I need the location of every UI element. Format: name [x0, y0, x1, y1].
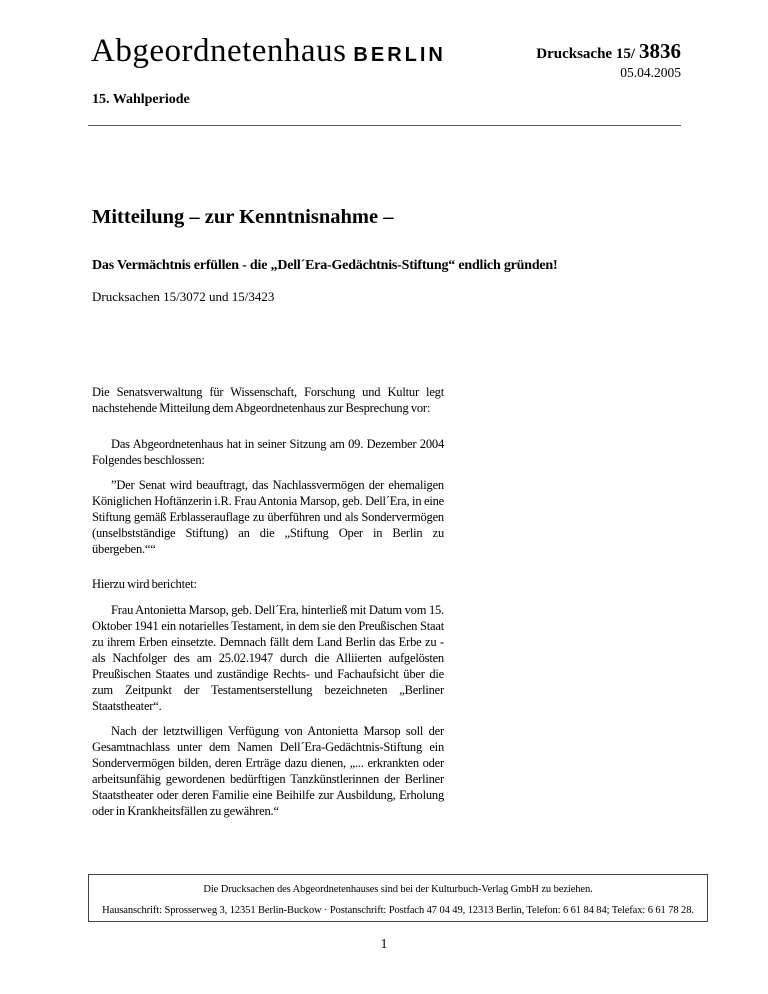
- header-rule: [88, 125, 681, 126]
- masthead: [91, 33, 446, 70]
- wordmark-berlin: BERLIN: [353, 44, 446, 66]
- body-heading: Hierzu wird berichtet:: [92, 577, 197, 591]
- page-number: 1: [380, 936, 388, 951]
- footer-box: [88, 874, 708, 922]
- body-paragraph: Das Abgeordnetenhaus hat in seiner Sitzung am 09. Dezember 2004 Folgendes beschlossen:: [92, 437, 444, 467]
- body-paragraph: ”Der Senat wird beauftragt, das Nachlassvermögen der ehemaligen Königlichen Hoftänzerin i.R. Frau Antonia Marsop, geb. Dell´Era, in eine Stiftung gemäß Erblasserauflage zu überführen und als Sondervermögen (unselbstständige Stiftung) an die „Stiftung Oper in Berlin zu übergeben.““: [92, 478, 444, 556]
- wahlperiode-label: 15. Wahlperiode: [92, 92, 190, 107]
- wordmark-abgeordnetenhaus: Abgeordnetenhaus: [91, 33, 347, 69]
- footer-address-line: Hausanschrift: Sprosserweg 3, 12351 Berlin-Buckow · Postanschrift: Postfach 47 04 49, 12313 Berlin, Telefon: 6 61 84 84; Telefax: 6 61 78 28.: [102, 905, 694, 916]
- document-subject: Das Vermächtnis erfüllen - die „Dell´Era-Gedächtnis-Stiftung“ endlich gründen!: [92, 258, 558, 273]
- body-paragraph: Die Senatsverwaltung für Wissenschaft, Forschung und Kultur legt nachstehende Mitteilung dem Abgeordnetenhaus zur Besprechung vor:: [92, 385, 444, 415]
- drucksache-block: [536, 40, 681, 81]
- document-title: Mitteilung – zur Kenntnisnahme –: [92, 206, 394, 228]
- document-references: Drucksachen 15/3072 und 15/3423: [92, 289, 275, 304]
- document-date: 05.04.2005: [620, 65, 681, 80]
- footer-distribution-note: Die Drucksachen des Abgeordnetenhauses sind bei der Kulturbuch-Verlag GmbH zu beziehen.: [203, 884, 593, 895]
- drucksache-number: 3836: [639, 39, 681, 63]
- body-paragraph: Frau Antonietta Marsop, geb. Dell´Era, hinterließ mit Datum vom 15. Oktober 1941 ein notarielles Testament, in dem sie den Preußischen Staat zu ihrem Erben einsetzte. Demnach fällt dem Land Berlin das Erbe zu - als Nachfolger des am 25.02.1947 durch die Alliierten aufgelösten Preußischen Staates und zuständige Rechts- und Fachaufsicht über die zum Zeitpunkt der Testamentserstellung bezeichneten „Berliner Staatstheater“.: [92, 603, 444, 713]
- document-body: [92, 384, 444, 819]
- body-paragraph: Nach der letztwilligen Verfügung von Antonietta Marsop soll der Gesamtnachlass unter dem Namen Dell´Era-Gedächtnis-Stiftung ein Sondervermögen bilden, deren Erträge dazu dienen, „... erkrankten oder arbeitsunfähig gewordenen bedürftigen Tanzkünstlerinnen der Berliner Staatstheater oder deren Familie eine Beihilfe zur Ausbildung, Erholung oder in Krankheitsfällen zu gewähren.“: [92, 724, 444, 818]
- drucksache-line: [536, 40, 681, 65]
- drucksache-label: Drucksache 15/: [536, 46, 635, 62]
